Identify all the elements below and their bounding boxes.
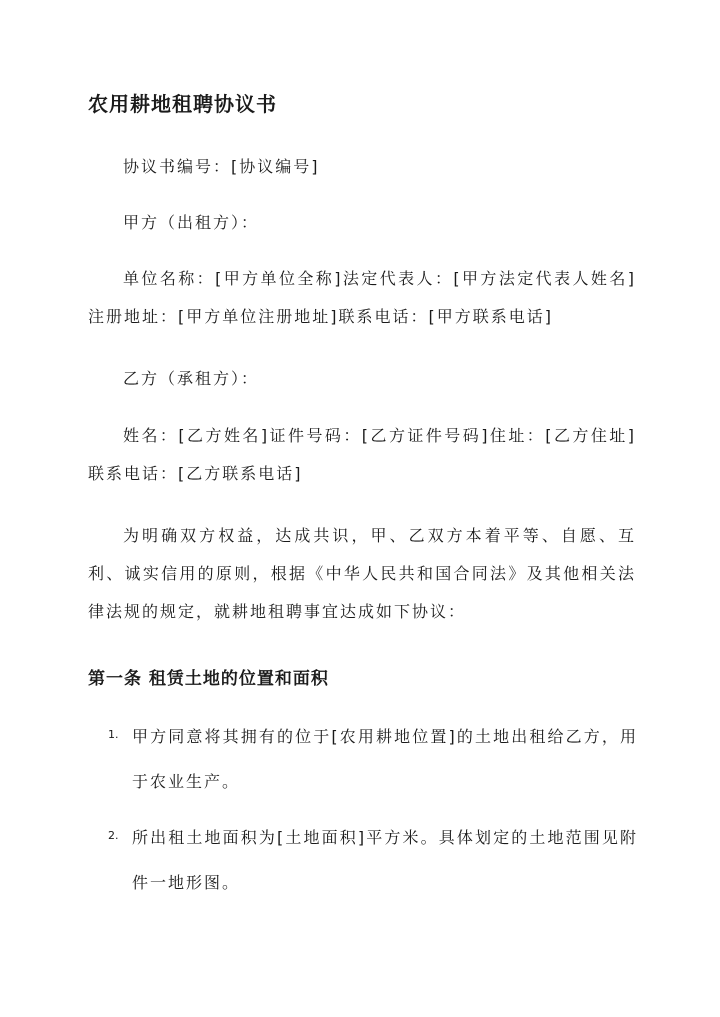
party-b-heading: 乙方（承租方）：	[123, 369, 260, 388]
party-b-details: 姓名：[乙方姓名]证件号码：[乙方证件号码]住址：[乙方住址]联系电话：[乙方联系电话]	[88, 426, 636, 483]
party-a-details: 单位名称：[甲方单位全称]法定代表人：[甲方法定代表人姓名]注册地址：[甲方单位注册地址]联系电话：[甲方联系电话]	[88, 269, 636, 326]
preamble-paragraph: 为明确双方权益，达成共识，甲、乙双方本着平等、自愿、互利、诚实信用的原则，根据《中华人民共和国合同法》及其他相关法律法规的规定，就耕地租聘事宜达成如下协议：	[88, 526, 636, 621]
party-a-heading: 甲方（出租方）：	[123, 213, 260, 232]
list-item	[108, 815, 638, 905]
document-title: 农用耕地租聘协议书	[88, 92, 277, 116]
list-item-text: 甲方同意将其拥有的位于[农用耕地位置]的土地出租给乙方，用于农业生产。	[132, 727, 638, 791]
list-item-number: 1.	[108, 728, 119, 741]
list-item	[108, 714, 638, 804]
list-item-number: 2.	[108, 829, 119, 842]
section-heading-article-1: 第一条 租赁土地的位置和面积	[88, 669, 329, 689]
agreement-number-line: 协议书编号：[协议编号]	[123, 157, 320, 176]
list-item-text: 所出租土地面积为[土地面积]平方米。具体划定的土地范围见附件一地形图。	[132, 828, 638, 892]
